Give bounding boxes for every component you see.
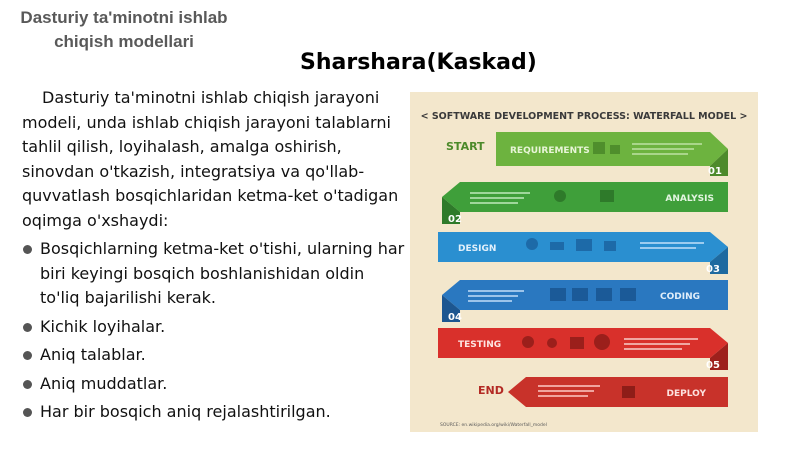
step-number: 01 [708,166,722,177]
step-number: 02 [448,214,462,225]
step-label: CODING [660,292,700,302]
clipboard-icon [600,190,614,202]
step-number: 03 [706,264,720,275]
step-design [438,232,728,275]
step-label: ANALYSIS [665,194,714,204]
step-analysis [442,182,728,225]
slide-body [22,86,406,429]
step-coding [442,280,728,323]
bullet-text: Aniq muddatlar. [40,373,168,393]
step-requirements [446,132,728,177]
bullet-item [22,315,406,340]
start-label: START [446,140,485,153]
corner-title-line1: Dasturiy ta'minotni ishlab [20,8,228,27]
bullet-text: Bosqichlarning ketma-ket o'tishi, ularning har biri keyingi bosqich boshlanishidan oldin to'liq bajarilishi kerak. [40,239,405,307]
user-icon [526,238,538,250]
terminal-icon [596,288,612,301]
network-icon [604,241,616,251]
box-icon [622,386,635,398]
bullet-list [22,237,406,425]
bullet-dot-icon [23,245,32,254]
step-number: 05 [706,360,720,371]
step-label: REQUIREMENTS [510,146,590,156]
bullet-text: Aniq talablar. [40,345,146,364]
tablet-icon [550,242,564,250]
bullet-item [22,237,406,311]
waterfall-infographic [410,92,758,432]
infographic-title: < SOFTWARE DEVELOPMENT PROCESS: WATERFALL MODEL > [420,111,748,122]
server-icon [620,288,636,301]
bullet-text: Kichik loyihalar. [40,316,166,336]
bullet-dot-icon [23,408,32,417]
step-label: DESIGN [458,244,497,254]
step-deploy [478,377,728,407]
people-icon [593,142,605,154]
bullet-dot-icon [23,351,32,360]
bullet-item [22,400,406,425]
monitor-icon [576,239,592,251]
target-icon [594,334,610,350]
step-number: 04 [448,312,462,323]
document-icon [610,145,620,154]
bullet-text: Har bir bosqich aniq rejalashtirilgan. [40,402,331,421]
intro-paragraph: Dasturiy ta'minotni ishlab chiqish jarayoni modeli, unda ishlab chiqish jarayoni talablarni tahlil qilish, loyihalash, amalga oshirish, sinovdan o'tkazish, integratsiya va qo'llab-quvvatlash bosqichlaridan ketma-ket o'tadigan oqimga o'xshaydi: [22,88,399,230]
bullet-dot-icon [23,323,32,332]
source-note: SOURCE: en.wikipedia.org/wiki/Waterfall_model [440,423,547,428]
checklist-icon [570,337,584,349]
bullet-item [22,372,406,397]
step-label: TESTING [458,340,502,350]
bullet-dot-icon [23,380,32,389]
corner-title [8,6,240,54]
step-testing [438,328,728,371]
bug-icon [522,336,534,348]
chart-icon [554,190,566,202]
bullet-item [22,343,406,368]
corner-title-line2: chiqish modellari [54,32,194,51]
end-label: END [478,384,504,397]
step-label: DEPLOY [666,389,706,399]
laptop-icon [572,288,588,301]
slide-title: Sharshara(Kaskad) [300,50,537,75]
code-window-icon [550,288,566,301]
gear-icon [547,338,557,348]
